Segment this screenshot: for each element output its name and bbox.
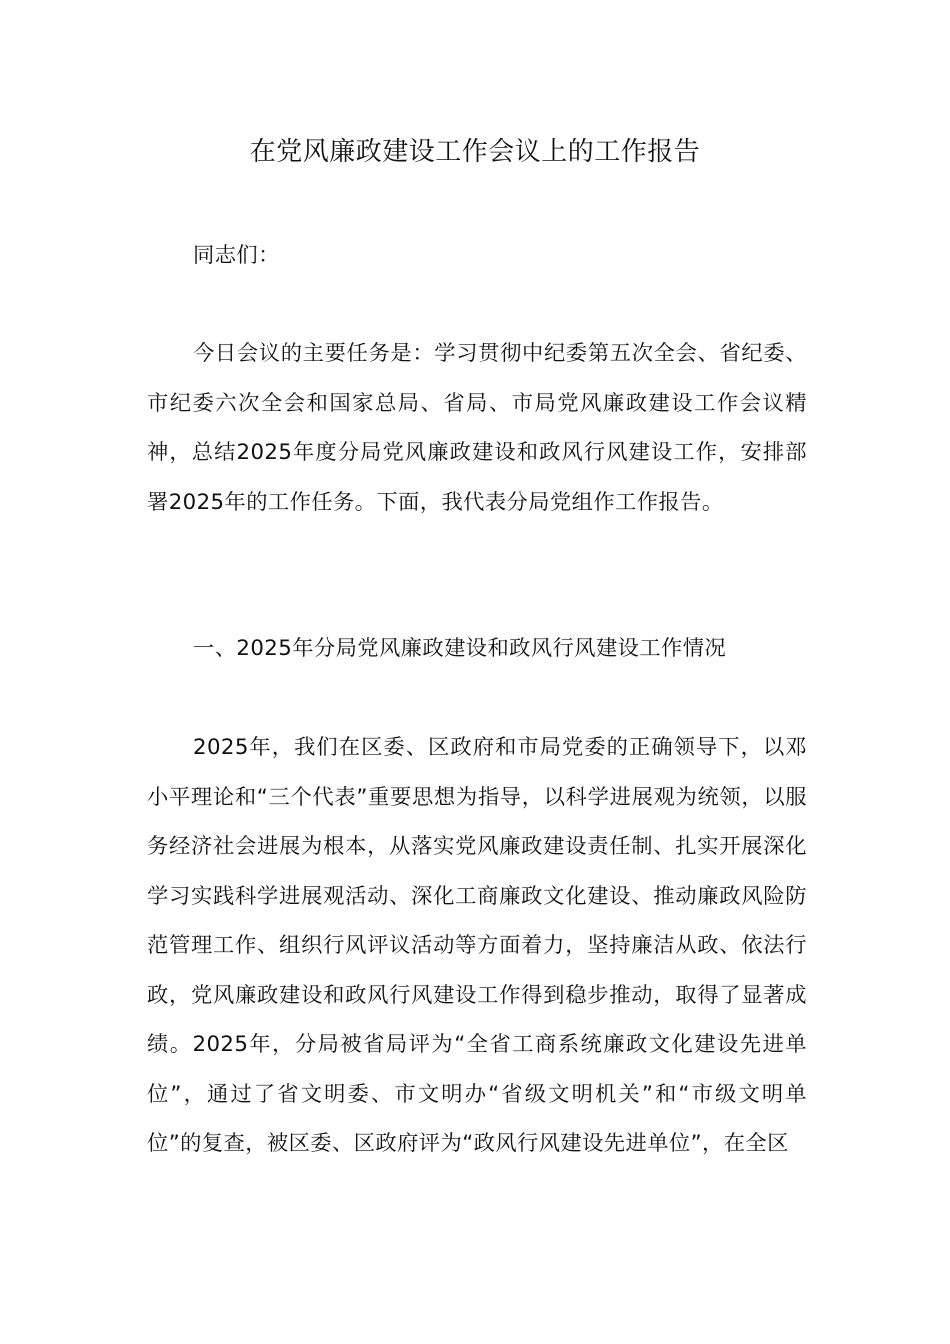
- paragraph-section-1: 2025年，我们在区委、区政府和市局党委的正确领导下，以邓小平理论和“三个代表”重要思想为指导，以科学进展观为统领，以服务经济社会进展为根本，从落实党风廉政建设责任制、扎实开展深化学习实践科学进展观活动、深化工商廉政文化建设、推动廉政风险防范管理工作、组织行风评议活动等方面着力，坚持廉洁从政、依法行政，党风廉政建设和政风行风建设工作得到稳步推动，取得了显著成绩。2025年，分局被省局评为“全省工商系统廉政文化建设先进单位”，通过了省文明委、市文明办“省级文明机关”和“市级文明单位”的复查，被区委、区政府评为“政风行风建设先进单位”，在全区: [147, 735, 807, 1156]
- section-heading-1: 一、2025年分局党风廉政建设和政风行风建设工作情况: [193, 636, 727, 661]
- salutation: 同志们：: [193, 243, 280, 268]
- document-title: 在党风廉政建设工作会议上的工作报告: [249, 137, 701, 167]
- paragraph-intro: 今日会议的主要任务是：学习贯彻中纪委第五次全会、省纪委、市纪委六次全会和国家总局、省局、市局党风廉政建设工作会议精神，总结2025年度分局党风廉政建设和政风行风建设工作，安排部署2025年的工作任务。下面，我代表分局党组作工作报告。: [147, 341, 807, 515]
